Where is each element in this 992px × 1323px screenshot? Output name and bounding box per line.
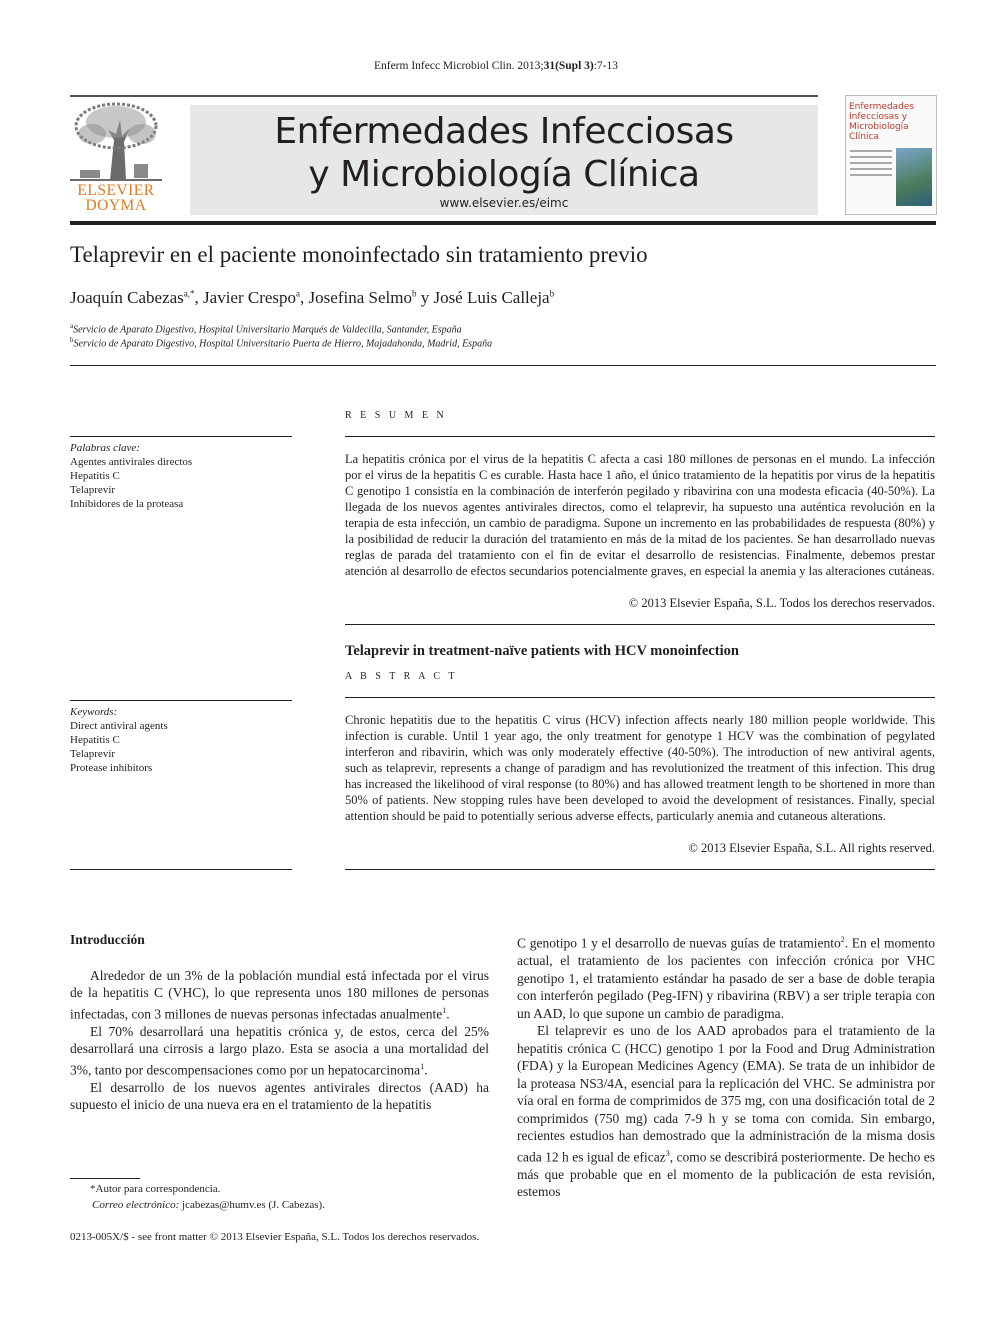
email-label: Correo electrónico: bbox=[92, 1199, 180, 1211]
abstract-text: Chronic hepatitis due to the hepatitis C virus (HCV) infection affects nearly 180 million people worldwide. This infection is curable. Until 1 year ago, the only treatment for genotype 1 HCV was the combination of pegylated interferon and ribavirin, which was only moderately effective (40-50%). The introduction of new antiviral agents, such as telaprevir, represents a change of paradigm and has revolutionized the treatment of this infection. This drug has increased the likelihood of viral response (to 80%) and has allowed treatment length to be shortened in more than 50% of patients. New stopping rules have been developed to avoid the development of resistances. Finally, special attention should be paid to potentially serious adverse effects, particularly anemia and cutaneous alterations. bbox=[345, 713, 935, 823]
body-paragraph bbox=[70, 1079, 489, 1114]
header-top-rule bbox=[70, 95, 818, 97]
keyword-item: Telaprevir bbox=[70, 484, 116, 496]
reference-mark[interactable]: 3 bbox=[665, 1148, 670, 1158]
logo-line-elsevier: ELSEVIER bbox=[77, 182, 155, 199]
paragraph-tail: . bbox=[424, 1062, 428, 1077]
footnote-corresponding: *Autor para correspondencia. bbox=[90, 1183, 221, 1195]
abstract-rule bbox=[345, 697, 935, 698]
body-left-column bbox=[70, 931, 489, 1114]
author-separator: , bbox=[300, 288, 309, 307]
abstract-label: A B S T R A C T bbox=[345, 671, 458, 682]
journal-url[interactable]: www.elsevier.es/eimc bbox=[439, 196, 569, 210]
affiliation-mark: a bbox=[70, 322, 74, 330]
citation-suppl: (Supl 3) bbox=[555, 60, 594, 72]
footnote-rule bbox=[70, 1178, 140, 1179]
resumen-end-rule bbox=[345, 624, 935, 625]
affiliation-a bbox=[70, 322, 462, 335]
paragraph-text: Alrededor de un 3% de la población mundial está infectada por el virus de la hepatitis C (VHC), lo que representa unos 180 millones de personas infectadas, con 3 millones de nuevas personas infectadas anualmente bbox=[70, 967, 489, 1021]
author-name: Josefina Selmo bbox=[308, 288, 412, 307]
affiliations-rule bbox=[70, 365, 936, 366]
abstract-end-rule bbox=[345, 869, 935, 870]
keywords-end-rule bbox=[70, 869, 292, 870]
affiliation-b bbox=[70, 336, 492, 349]
citation-volume: 31 bbox=[543, 60, 556, 72]
paragraph-text: El 70% desarrollará una hepatitis crónica y, de estos, cerca del 25% desarrollará una cirrosis a largo plazo. Esta se asocia a una mortalidad del 3%, tanto por descompensaciones como por un hepatocarcinoma bbox=[70, 1023, 489, 1077]
paragraph-text: El desarrollo de los nuevos agentes antivirales directos (AAD) ha supuesto el inicio de una nueva era en el tratamiento de la hepatitis bbox=[70, 1079, 489, 1112]
reference-mark[interactable]: 1 bbox=[442, 1005, 447, 1015]
journal-title-line1: Enfermedades Infecciosas bbox=[274, 111, 734, 152]
body-paragraph bbox=[517, 931, 935, 1022]
keywords-es-rule bbox=[70, 436, 292, 437]
journal-cover-thumbnail bbox=[845, 95, 937, 215]
keywords-es bbox=[70, 441, 292, 511]
author-name: Javier Crespo bbox=[203, 288, 297, 307]
author-list bbox=[70, 288, 554, 308]
author-affil-mark: a,* bbox=[183, 288, 195, 299]
header-bottom-rule bbox=[70, 221, 936, 225]
abstract-copyright: © 2013 Elsevier España, S.L. All rights reserved. bbox=[688, 841, 935, 855]
author-name: José Luis Calleja bbox=[433, 288, 550, 307]
body-paragraph bbox=[70, 1023, 489, 1079]
keyword-item: Direct antiviral agents bbox=[70, 720, 168, 732]
paragraph-tail: . En el momento actual, el tratamiento de los pacientes con infección crónica por VHC genotipo 1, el tratamiento estándar ha pasado de ser a base de doble terapia con interferón pegilado (Peg-IFN) y ribavirina (RBV) a ser triple terapia con un AAD, lo que supone un cambio de paradigma. bbox=[517, 935, 935, 1021]
keywords-en bbox=[70, 705, 292, 775]
footnote-email bbox=[70, 1197, 512, 1213]
affiliation-mark: b bbox=[70, 336, 74, 344]
author-affil-mark: a bbox=[296, 288, 301, 299]
keywords-en-rule bbox=[70, 700, 292, 701]
body-paragraph bbox=[70, 967, 489, 1023]
keywords-en-heading: Keywords: bbox=[70, 706, 118, 718]
keyword-item: Hepatitis C bbox=[70, 470, 120, 482]
author-affil-mark: b bbox=[411, 288, 417, 299]
citation-journal: Enferm Infecc Microbiol Clin. 2013; bbox=[373, 60, 544, 72]
citation-pages: :7-13 bbox=[593, 60, 619, 72]
cover-image bbox=[896, 148, 932, 206]
keywords-es-heading: Palabras clave: bbox=[70, 442, 140, 454]
author-affil-mark: b bbox=[549, 288, 555, 299]
section-heading-introduccion: Introducción bbox=[70, 932, 145, 947]
logo-line-doyma: DOYMA bbox=[85, 197, 147, 214]
publisher-logo-text bbox=[64, 183, 168, 213]
journal-citation bbox=[0, 60, 992, 72]
body-right-column bbox=[517, 931, 935, 1201]
english-title: Telaprevir in treatment-naïve patients with HCV monoinfection bbox=[345, 643, 739, 659]
affiliation-text: Servicio de Aparato Digestivo, Hospital Universitario Puerta de Hierro, Majadahonda, Madrid, España bbox=[73, 338, 493, 350]
author-name: Joaquín Cabezas bbox=[70, 288, 184, 307]
resumen-label: R E S U M E N bbox=[345, 410, 447, 421]
resumen-copyright: © 2013 Elsevier España, S.L. Todos los derechos reservados. bbox=[628, 596, 935, 610]
reference-mark[interactable]: 1 bbox=[420, 1061, 425, 1071]
issn-line: 0213-005X/$ - see front matter © 2013 Elsevier España, S.L. Todos los derechos reservados. bbox=[70, 1231, 480, 1243]
resumen-rule bbox=[345, 436, 935, 437]
paragraph-text: El telaprevir es uno de los AAD aprobados para el tratamiento de la hepatitis crónica C (HCC) genotipo 1 por la Food and Drug Administration (FDA) y la European Medicines Agency (EMA). Se trata de un inhibidor de la proteasa NS3/4A, esencial para la replicación del VHC. Se administra por vía oral en forma de comprimidos de 375 mg, con una dosificación total de 2 comprimidos (750 mg) cada 7-9 h y se toma con comida. Sin embargo, recientes estudios han demostrado que la administración de la misma dosis cada 12 h es igual de eficaz bbox=[517, 1023, 935, 1164]
cover-title: Enfermedades Infecciosas y Microbiología Clínica bbox=[849, 102, 915, 142]
reference-mark[interactable]: 2 bbox=[840, 935, 845, 944]
resumen-text: La hepatitis crónica por el virus de la hepatitis C afecta a casi 180 millones de personas en el mundo. La infección por el virus de la hepatitis C es curable. Hasta hace 1 año, el único tratamiento de la hepatitis por virus de la hepatitis C genotipo 1 consistía en la combinación de interferón pegilado y ribavirina con una modesta eficacia (40-50%). La llegada de los nuevos agentes antivirales directos, como el telaprevir, ha supuesto una auténtica revolución en la terapia de esta infección, un cambio de paradigma. Supone un incremento en las probabilidades de respuesta (80%) y la posibilidad de reducir la duración del tratamiento en más de la mitad de los pacientes. Se han desarrollado nuevas reglas de parada del tratamiento con el fin de evitar el desarrollo de resistencias. Finalmente, debemos prestar atención al desarrollo de efectos secundarios potencialmente graves, en especial la anemia y las alteraciones cutáneas. bbox=[345, 452, 935, 578]
journal-title bbox=[190, 110, 818, 196]
paragraph-text: C genotipo 1 y el desarrollo de nuevas guías de tratamiento bbox=[517, 935, 841, 951]
keyword-item: Telaprevir bbox=[70, 748, 116, 760]
article-title: Telaprevir en el paciente monoinfectado sin tratamiento previo bbox=[70, 242, 648, 267]
keyword-item: Hepatitis C bbox=[70, 734, 120, 746]
journal-title-line2: y Microbiología Clínica bbox=[308, 154, 700, 195]
author-separator: y bbox=[416, 288, 434, 307]
keyword-item: Agentes antivirales directos bbox=[70, 456, 193, 468]
paragraph-tail: , como se describirá posteriormente. De hecho es más que probable que en el momento de la publicación de esta revisión, estemos bbox=[517, 1149, 936, 1199]
keyword-item: Protease inhibitors bbox=[70, 762, 153, 774]
author-separator: , bbox=[194, 288, 204, 307]
affiliation-text: Servicio de Aparato Digestivo, Hospital Universitario Marqués de Valdecilla, Santander, España bbox=[73, 324, 462, 336]
paragraph-tail: . bbox=[446, 1006, 450, 1021]
keyword-item: Inhibidores de la proteasa bbox=[70, 498, 184, 510]
email-address[interactable]: jcabezas@humv.es (J. Cabezas). bbox=[179, 1199, 325, 1211]
body-paragraph bbox=[517, 1022, 935, 1201]
cover-text-lines bbox=[850, 150, 892, 180]
